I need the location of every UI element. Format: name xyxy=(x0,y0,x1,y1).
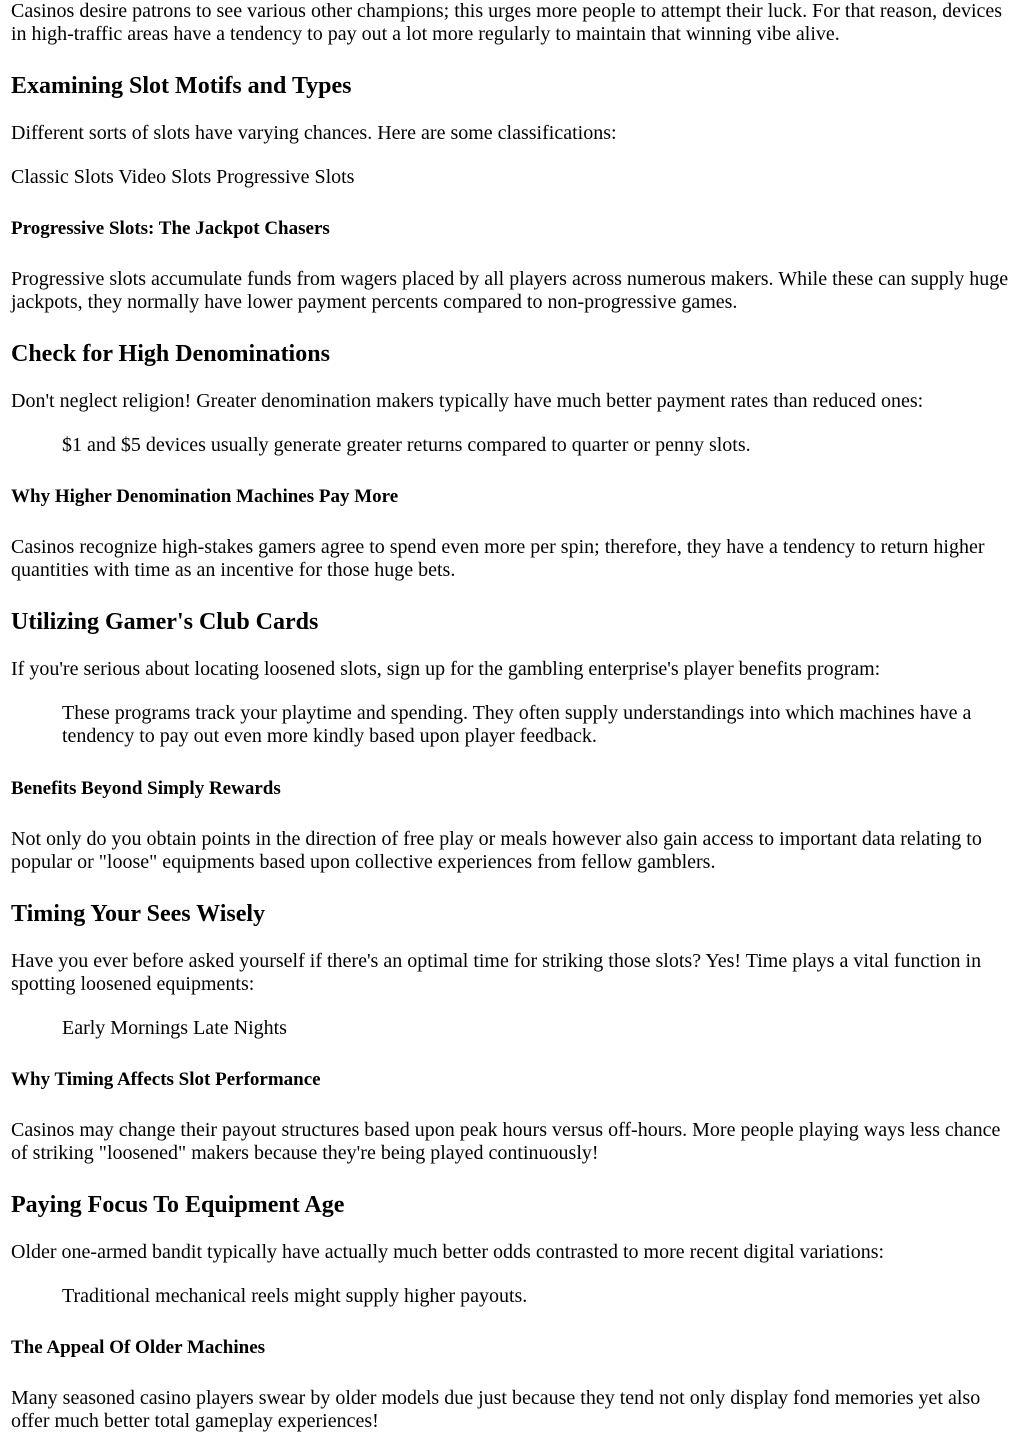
heading-slot-themes: Examining Slot Motifs and Types xyxy=(11,73,352,99)
intro-paragraph: Casinos desire patrons to see various other champions; this urges more people to attempt their luck. For that reason, devices in high-traffic areas have a tendency to pay out a lot more regularly to maintain that winning vibe alive. xyxy=(11,0,1003,45)
paragraph-timing-visits: Have you ever before asked yourself if there's an optimal time for striking those slots? Yes! Time plays a vital function in spotting loosened equipments: xyxy=(11,950,982,995)
heading-equipment-age: Paying Focus To Equipment Age xyxy=(11,1192,345,1218)
heading-older-machines: The Appeal Of Older Machines xyxy=(11,1337,266,1358)
quote-equipment-age: Traditional mechanical reels might supply higher payouts. xyxy=(62,1285,528,1307)
paragraph-progressive-slots: Progressive slots accumulate funds from wagers placed by all players across numerous makers. While these can supply huge jackpots, they normally have lower payment percents compared to non-progressive games. xyxy=(11,268,1009,313)
paragraph-benefits-beyond-rewards: Not only do you obtain points in the direction of free play or meals however also gain access to important data relating to popular or "loose" equipments based upon collective experiences from fellow gamblers. xyxy=(11,828,982,873)
paragraph-older-machines: Many seasoned casino players swear by older models due just because they tend not only display fond memories yet also offer much better total gameplay experiences! xyxy=(11,1387,981,1432)
heading-why-timing-affects: Why Timing Affects Slot Performance xyxy=(11,1069,321,1090)
heading-club-cards: Utilizing Gamer's Club Cards xyxy=(11,609,319,635)
heading-benefits-beyond-rewards: Benefits Beyond Simply Rewards xyxy=(11,778,281,799)
paragraph-high-denominations: Don't neglect religion! Greater denomination makers typically have much better payment rates than reduced ones: xyxy=(11,390,924,412)
quote-club-cards: These programs track your playtime and spending. They often supply understandings into which machines have a tendency to pay out even more kindly based upon player feedback. xyxy=(62,702,972,747)
heading-progressive-slots: Progressive Slots: The Jackpot Chasers xyxy=(11,218,330,239)
paragraph-equipment-age: Older one-armed bandit typically have actually much better odds contrasted to more recent digital variations: xyxy=(11,1241,885,1263)
paragraph-slot-themes: Different sorts of slots have varying chances. Here are some classifications: xyxy=(11,122,617,144)
quote-timing-visits: Early Mornings Late Nights xyxy=(62,1017,287,1039)
heading-high-denominations: Check for High Denominations xyxy=(11,341,330,367)
quote-high-denominations: $1 and $5 devices usually generate greater returns compared to quarter or penny slots. xyxy=(62,434,751,456)
paragraph-why-timing-affects: Casinos may change their payout structures based upon peak hours versus off-hours. More people playing ways less chance of striking "loosened" makers because they're being played continuously! xyxy=(11,1119,1001,1164)
heading-why-higher-denomination: Why Higher Denomination Machines Pay More xyxy=(11,486,399,507)
paragraph-slot-types: Classic Slots Video Slots Progressive Slots xyxy=(11,166,355,188)
paragraph-club-cards: If you're serious about locating loosened slots, sign up for the gambling enterprise's player benefits program: xyxy=(11,658,881,680)
paragraph-why-higher-denomination: Casinos recognize high-stakes gamers agree to spend even more per spin; therefore, they have a tendency to return higher quantities with time as an incentive for those huge bets. xyxy=(11,536,985,581)
heading-timing-visits: Timing Your Sees Wisely xyxy=(11,901,266,927)
